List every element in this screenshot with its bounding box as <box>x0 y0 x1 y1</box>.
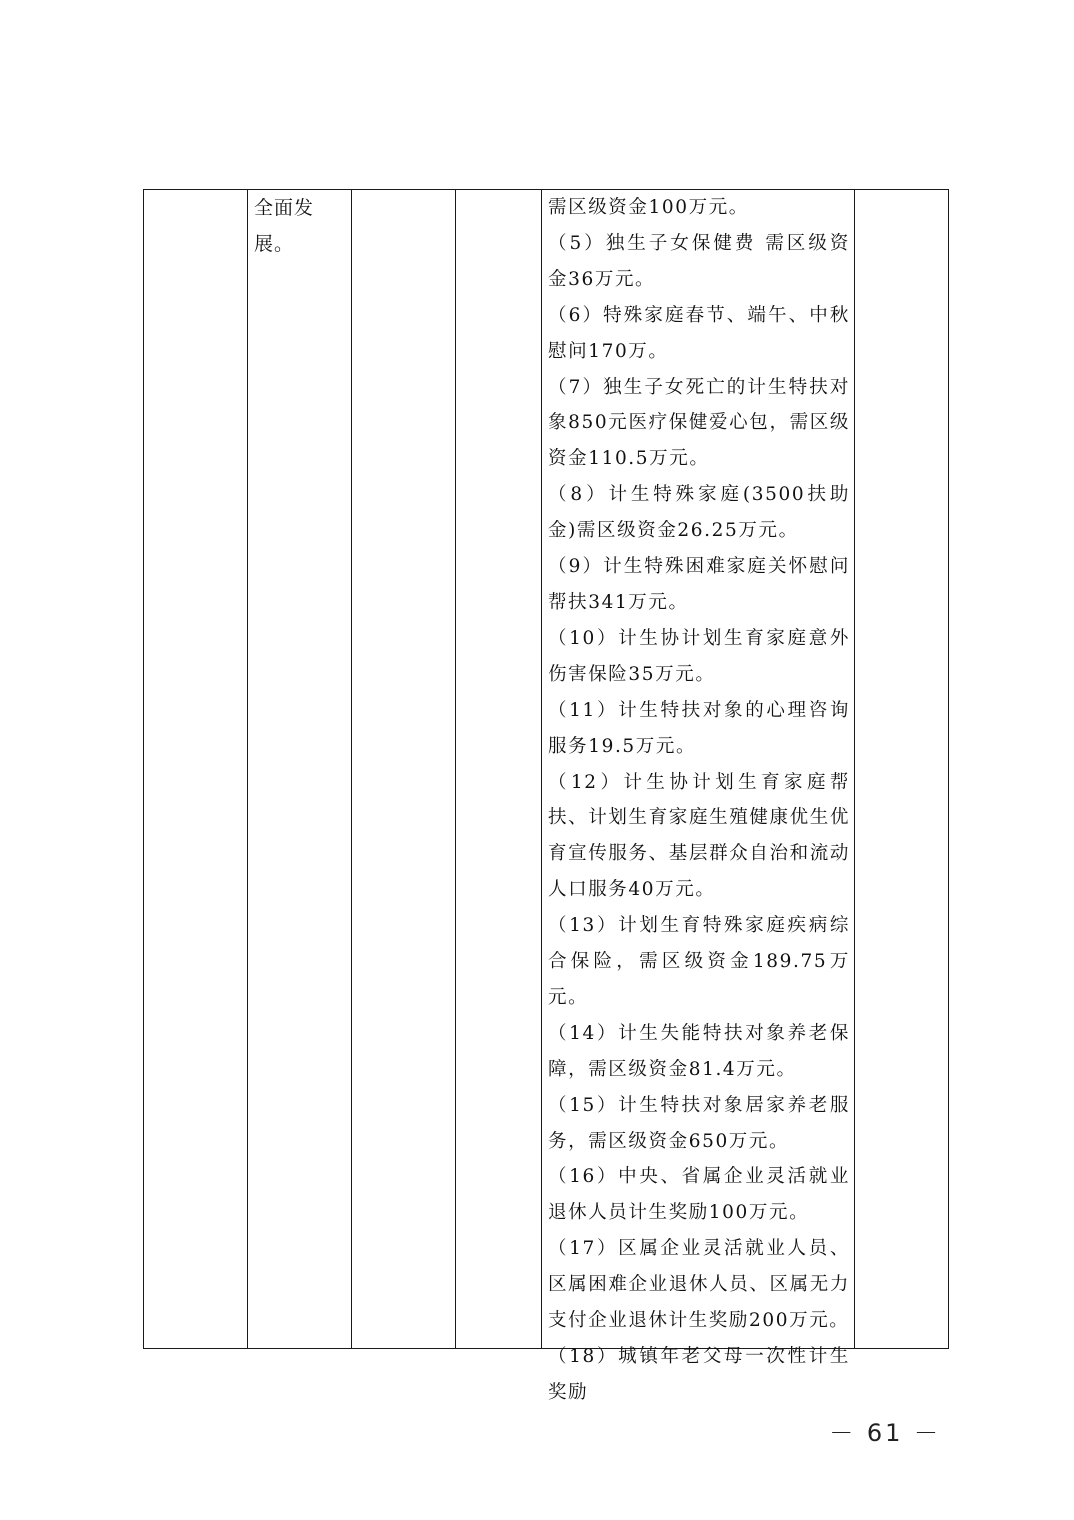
funding-item: （14）计生失能特扶对象养老保障，需区级资金81.4万元。 <box>548 1022 850 1080</box>
funding-item: 需区级资金100万元。 <box>548 197 749 218</box>
table-row <box>144 190 949 1349</box>
table-cell-col2 <box>248 190 352 1349</box>
funding-item: （15）计生特扶对象居家养老服务，需区级资金650万元。 <box>548 1094 850 1152</box>
table-cell-col1 <box>144 190 248 1349</box>
funding-item: （7）独生子女死亡的计生特扶对象850元医疗保健爱心包，需区级资金110.5万元。 <box>548 376 850 470</box>
table-cell-col6 <box>855 190 949 1349</box>
page-number: － 61 － <box>829 1419 941 1447</box>
funding-item: （12）计生协计划生育家庭帮扶、计划生育家庭生殖健康优生优育宣传服务、基层群众自治和流动人口服务40万元。 <box>548 771 850 901</box>
funding-item: （8）计生特殊家庭(3500扶助金)需区级资金26.25万元。 <box>548 484 850 542</box>
funding-item: （5）独生子女保健费 需区级资金36万元。 <box>548 232 850 290</box>
funding-item: （13）计划生育特殊家庭疾病综合保险，需区级资金189.75万元。 <box>548 915 850 1008</box>
table-cell-col3 <box>352 190 456 1349</box>
table-cell-col5 <box>542 190 855 1403</box>
funding-item: （17）区属企业灵活就业人员、区属困难企业退休人员、区属无力支付企业退休计生奖励200万元。 <box>548 1238 850 1332</box>
table-cell-col4 <box>456 190 542 1349</box>
funding-item: （16）中央、省属企业灵活就业退休人员计生奖励100万元。 <box>548 1166 850 1224</box>
cell-text-goal: 全面发展。 <box>254 197 315 255</box>
funding-item: （10）计生协计划生育家庭意外伤害保险35万元。 <box>548 627 850 685</box>
funding-item-list <box>542 190 854 1403</box>
funding-item: （11）计生特扶对象的心理咨询服务19.5万元。 <box>548 699 850 757</box>
funding-item: （18）城镇年老父母一次性计生奖励 <box>548 1346 850 1403</box>
funding-item: （9）计生特殊困难家庭关怀慰问帮扶341万元。 <box>548 556 850 613</box>
funding-item: （6）特殊家庭春节、端午、中秋慰问170万。 <box>548 304 850 362</box>
budget-table <box>143 189 949 1403</box>
